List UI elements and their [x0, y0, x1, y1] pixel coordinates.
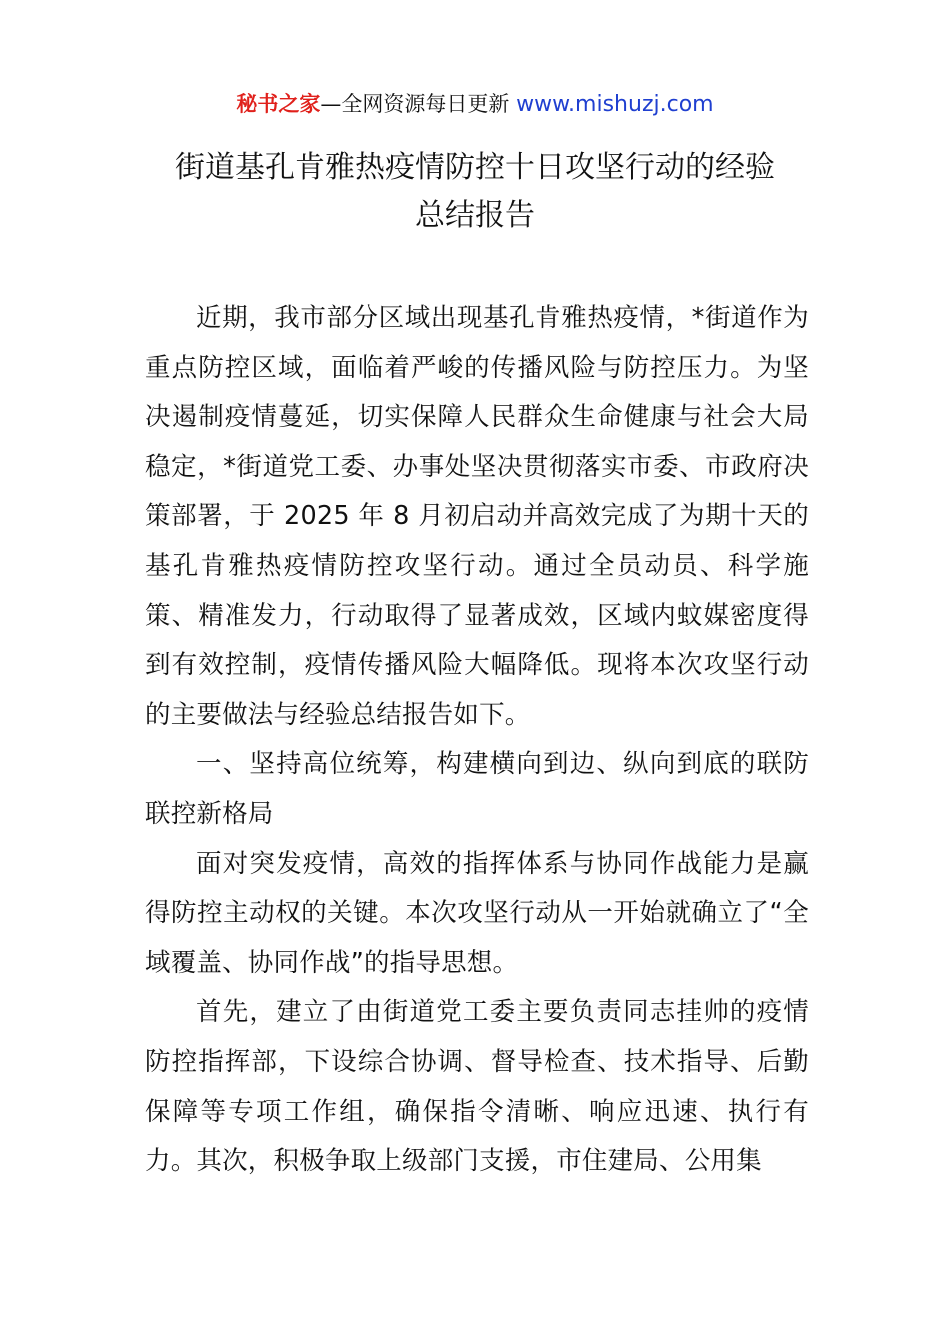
paragraph-intro: 近期，我市部分区域出现基孔肯雅热疫情，*街道作为重点防控区域，面临着严峻的传播风险与防控压力。为坚决遏制疫情蔓延，切实保障人民群众生命健康与社会大局稳定，*街道党工委、办事处坚决贯彻落实市委、市政府决策部署，于 2025 年 8 月初启动并高效完成了为期十天的基孔肯雅热疫情防控攻坚行动。通过全员动员、科学施策、精准发力，行动取得了显著成效，区域内蚊媒密度得到有效控制，疫情传播风险大幅降低。现将本次攻坚行动的主要做法与经验总结报告如下。 — [145, 303, 809, 730]
header-tagline: —全网资源每日更新 — [320, 92, 517, 116]
title-line-1: 街道基孔肯雅热疫情防控十日攻坚行动的经验 — [175, 150, 775, 185]
document-body — [145, 294, 809, 1187]
title-line-2: 总结报告 — [415, 198, 535, 233]
document-title — [100, 144, 850, 240]
section-heading-1: 一、坚持高位统筹，构建横向到边、纵向到底的联防联控新格局 — [145, 749, 809, 829]
paragraph-3: 首先，建立了由街道党工委主要负责同志挂帅的疫情防控指挥部，下设综合协调、督导检查、技术指导、后勤保障等专项工作组，确保指令清晰、响应迅速、执行有力。其次，积极争取上级部门支援，市住建局、公用集 — [145, 997, 809, 1177]
paragraph-2: 面对突发疫情，高效的指挥体系与协同作战能力是赢得防控主动权的关键。本次攻坚行动从一开始就确立了“全域覆盖、协同作战”的指导思想。 — [145, 848, 809, 978]
site-url-link[interactable]: www.mishuzj.com — [516, 92, 714, 117]
site-header — [0, 88, 950, 121]
brand-name: 秘书之家 — [236, 92, 321, 116]
